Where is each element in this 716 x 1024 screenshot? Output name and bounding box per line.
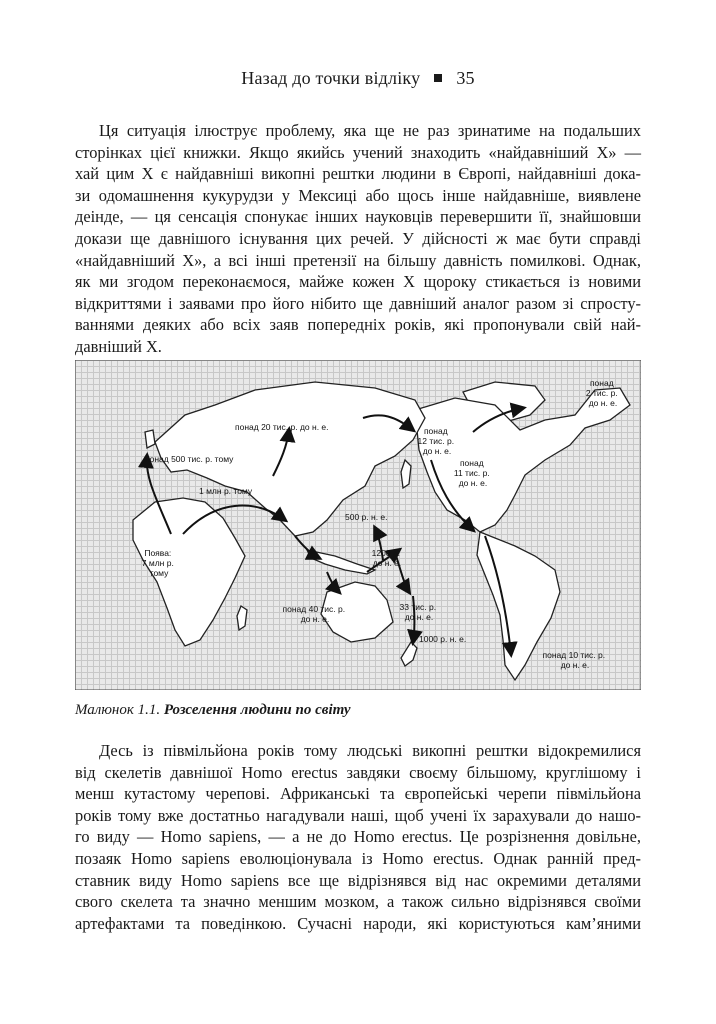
text-line: свого скелета та значно меншим мозком, а також сильно відрізнявся своїми <box>75 892 641 912</box>
text-line: деінде, — ця сенсація спонукає інших науковців перевершити її, знайшовши <box>75 207 641 227</box>
text-line: менш кутастому черепові. Африканські та європейські черепи півмільйона <box>75 784 641 804</box>
label-over-2k: понад 2 тис. р. до н. е. <box>585 378 618 408</box>
header-square-bullet <box>434 74 442 82</box>
label-over-20k: понад 20 тис. р. до н. е. <box>235 422 329 432</box>
text-line: артефактами та поведінкою. Сучасні народи, які користуються кам’яними <box>75 913 641 933</box>
page-number: 35 <box>456 68 475 88</box>
label-over-12k: понад 12 тис. р. до н. е. <box>417 426 455 456</box>
caption-number: Малюнок 1.1. <box>75 702 161 718</box>
label-33k-bc: 33 тис. р. до н. е. <box>399 602 437 622</box>
text-line: ставник виду Homo sapiens все ще відрізнявся від нас окремими деталями <box>75 870 641 890</box>
text-line: відкриттями і заявами про його нібито ще давніший аналог разом зі спросту- <box>75 293 641 313</box>
text-line: хай цим Х є найдавніші викопні рештки людини в Європі, найдавніші дока- <box>75 164 641 184</box>
text-line: як ми згодом переконаємося, майже кожен Х щороку стикається із новими <box>75 272 641 292</box>
label-over-40k: понад 40 тис. р. до н. е. <box>282 604 346 624</box>
paragraph-1 <box>75 120 641 358</box>
text-line: «найдавніший Х», а всі інші претензії на більшу давність помилкові. Однак, <box>75 250 641 270</box>
text-line: докази ще давнішого існування цих речей. У дійсності ж має бути справді <box>75 228 641 248</box>
label-over-500k: понад 500 тис. р. тому <box>145 454 234 464</box>
running-header <box>0 68 716 89</box>
text-line: зи одомашнення кукурудзи у Мексиці або щось інше найдавніше, виявлене <box>75 185 641 205</box>
text-line: від скелетів давнішої Homo erectus завдяки своєму більшому, круглішому і <box>75 762 641 782</box>
continent-british-isles <box>145 430 155 448</box>
text-line: Ця ситуація ілюструє проблему, яка ще не раз зринатиме на подальших <box>99 121 641 140</box>
label-over-11k: понад 11 тис. р. до н. е. <box>453 458 490 488</box>
text-line: років тому вже достатньо нагадували наші, щоб учені їх зарахували до нашо- <box>75 805 641 825</box>
text-line: позаяк Homo sapiens еволюціонувала із Homo erectus. Однак ранній пред- <box>75 848 641 868</box>
figure-caption <box>75 702 351 719</box>
text-line: сторінках цієї книжки. Якщо якийсь учений знаходить «найдавніший Х» — <box>75 142 641 162</box>
world-migration-map <box>75 360 641 690</box>
label-origin: Поява: 7 млн р. тому <box>141 548 174 578</box>
label-500-ad: 500 р. н. е. <box>345 512 388 522</box>
text-line: ваннями деяких або всіх заяв попередніх років, які пропонували свій най- <box>75 315 641 335</box>
label-over-10k: понад 10 тис. р. до н. е. <box>542 650 606 670</box>
label-1-mln: 1 млн р. тому <box>199 486 253 496</box>
text-line: го виду — Homo sapiens, — а не до Homo erectus. Це розрізнення довільне, <box>75 827 641 847</box>
header-title: Назад до точки відліку <box>241 68 421 88</box>
text-line: давніший Х. <box>75 336 162 356</box>
caption-title: Розселення людини по світу <box>163 702 351 718</box>
paragraph-2 <box>75 740 641 934</box>
label-1000-ad: 1000 р. н. е. <box>419 634 467 644</box>
label-1200-bc: 1200 р. до н. е. <box>371 548 402 568</box>
text-line: Десь із півмільйона років тому людські викопні рештки відокремилися <box>99 741 641 760</box>
